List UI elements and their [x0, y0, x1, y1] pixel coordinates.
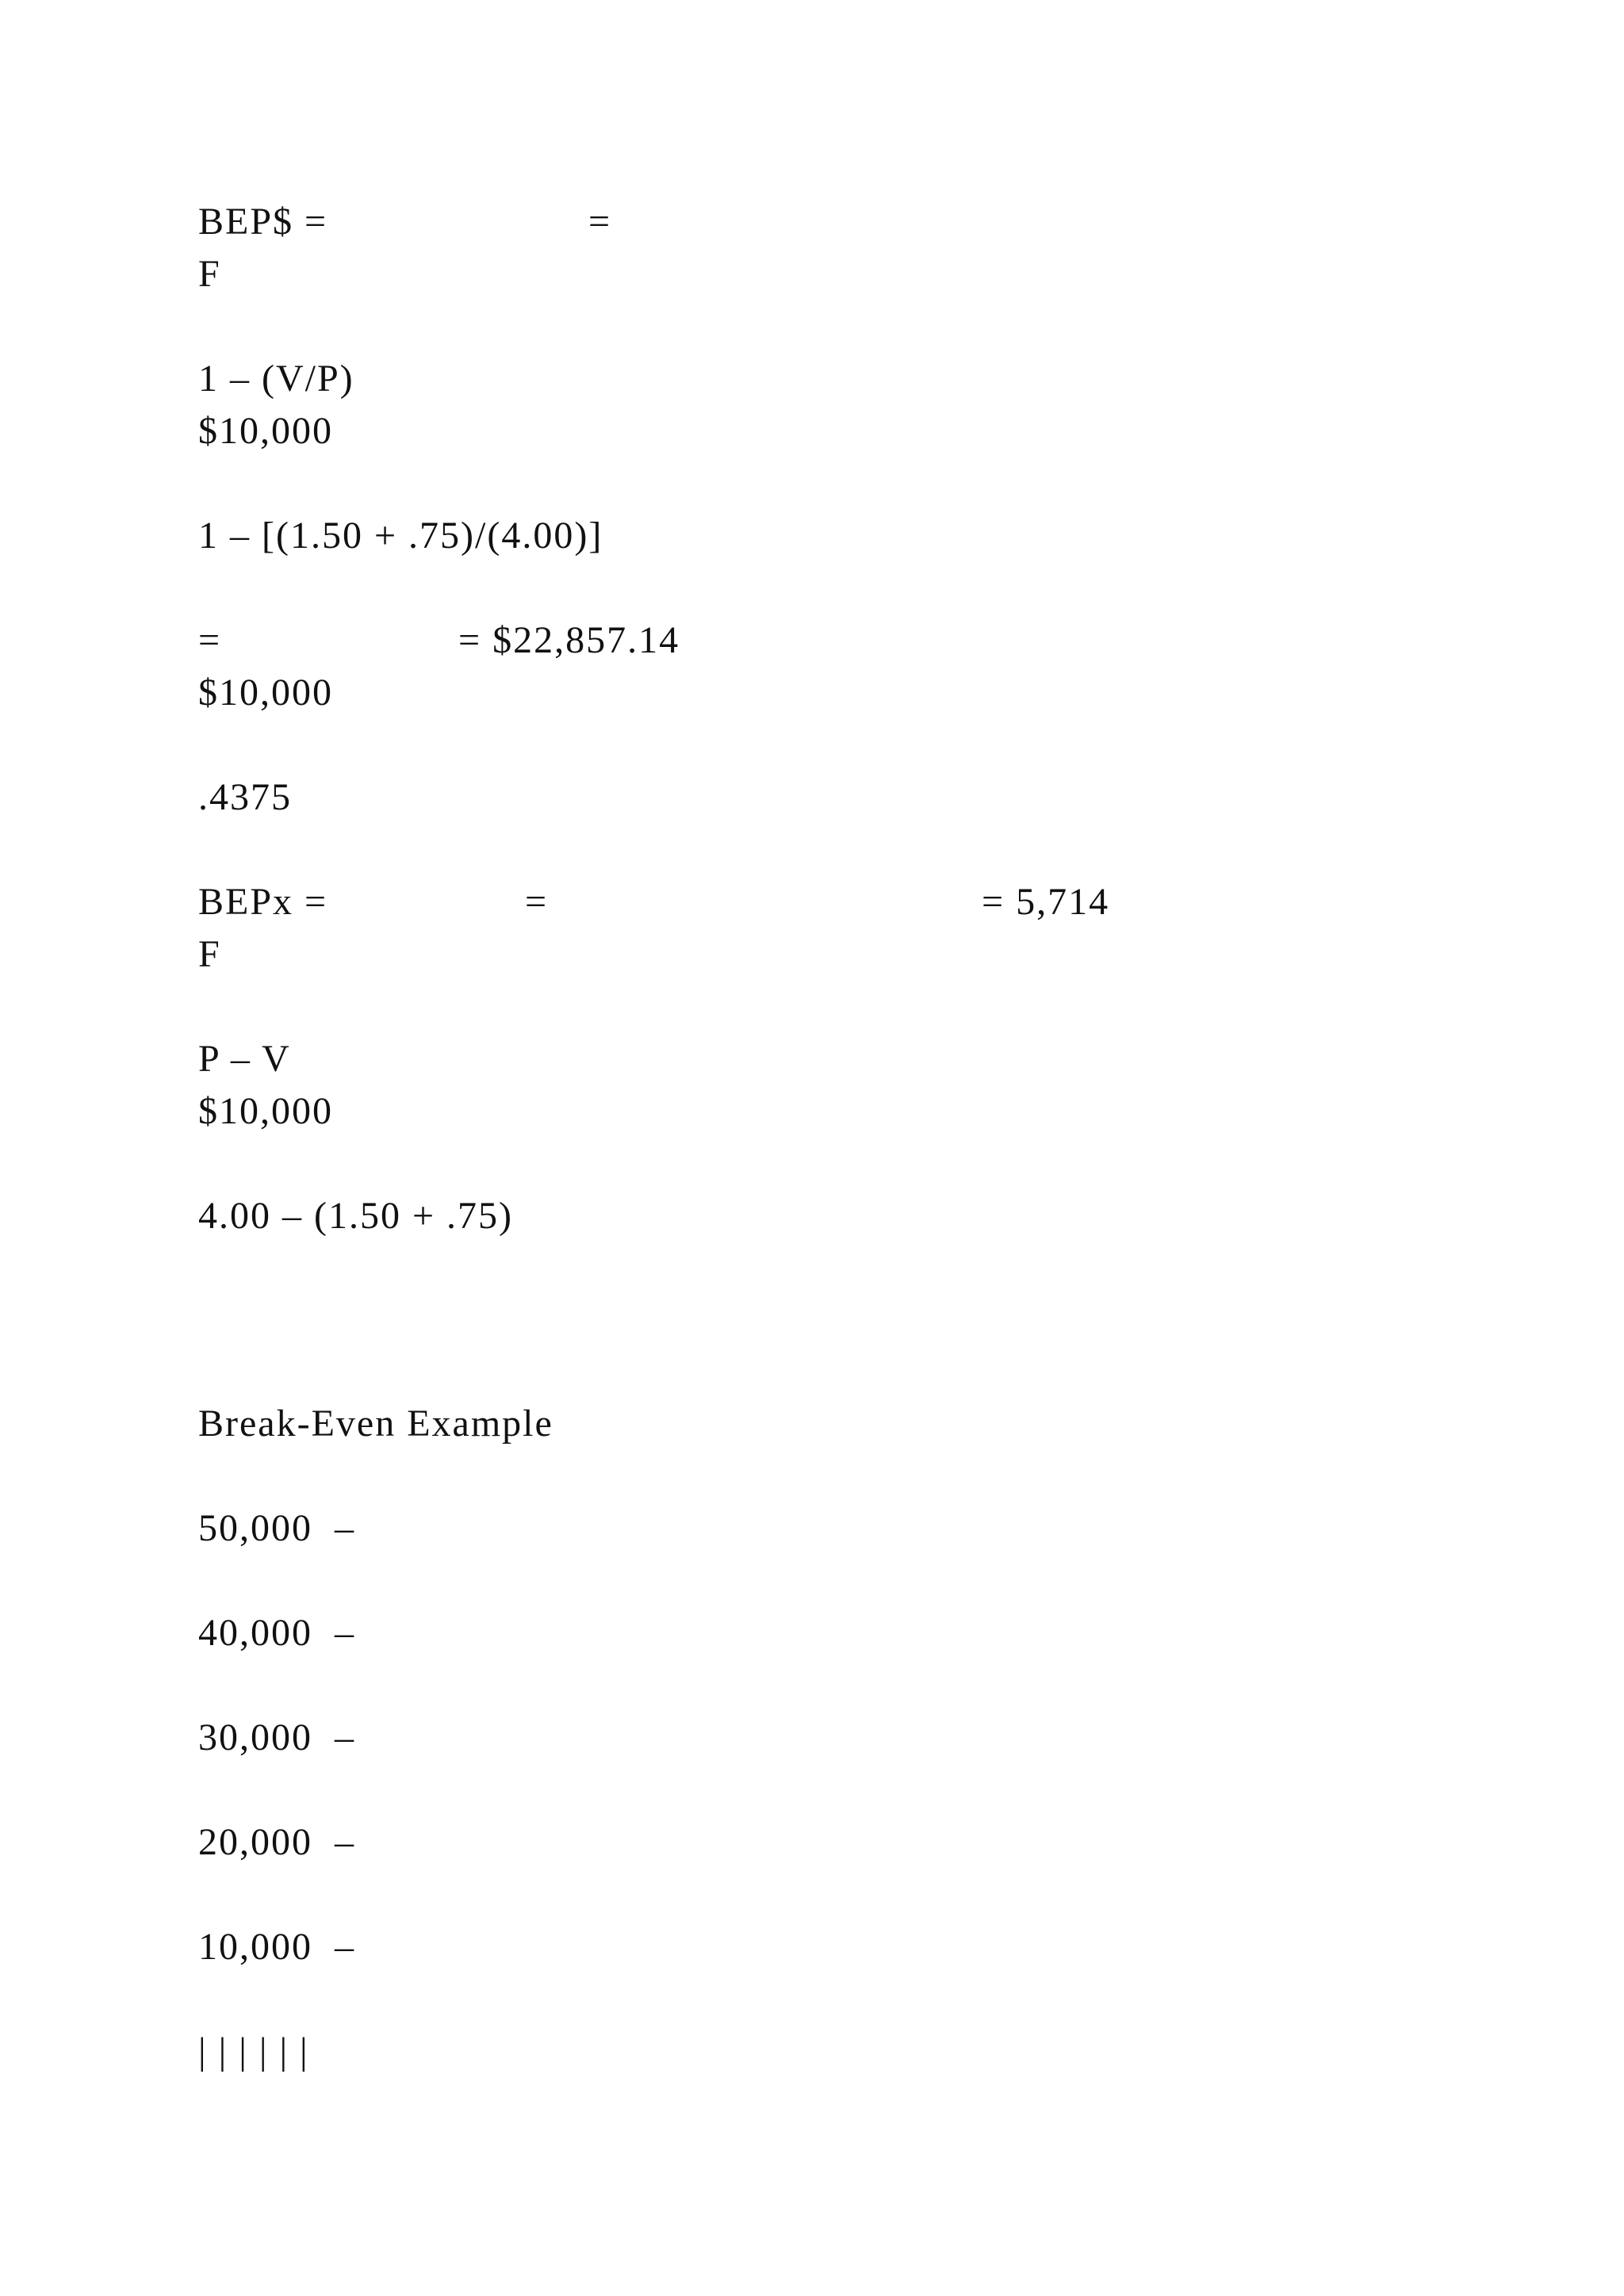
- bep-units-numerator-var: F: [198, 933, 221, 975]
- bep-units-label: BEPx =: [198, 881, 328, 923]
- y-tick-label: 20,000 –: [198, 1821, 355, 1863]
- x-tick-marks: | | | | | |: [198, 2030, 309, 2072]
- bep-units-result: = 5,714: [982, 881, 1110, 923]
- bep-dollars-numerator-value-2: $10,000: [198, 672, 333, 714]
- bep-dollars-equals-2: =: [198, 619, 222, 661]
- bep-units-denominator-formula: P – V: [198, 1038, 291, 1080]
- bep-units-denominator-expanded: 4.00 – (1.50 + .75): [198, 1195, 514, 1237]
- y-tick-label: 30,000 –: [198, 1716, 355, 1758]
- bep-dollars-result: = $22,857.14: [458, 619, 680, 661]
- bep-dollars-numerator-value: $10,000: [198, 410, 333, 452]
- bep-dollars-numerator-var: F: [198, 253, 221, 295]
- example-title: Break-Even Example: [198, 1402, 553, 1445]
- bep-units-equals: =: [525, 881, 549, 923]
- bep-dollars-equals: =: [588, 201, 612, 243]
- bep-dollars-denominator-expanded: 1 – [(1.50 + .75)/(4.00)]: [198, 515, 603, 557]
- y-tick-label: 10,000 –: [198, 1926, 355, 1968]
- bep-units-numerator-value: $10,000: [198, 1090, 333, 1132]
- bep-dollars-denominator-value: .4375: [198, 776, 292, 818]
- y-tick-label: 40,000 –: [198, 1612, 355, 1654]
- bep-dollars-label: BEP$ =: [198, 201, 328, 243]
- bep-dollars-denominator-formula: 1 – (V/P): [198, 358, 354, 400]
- y-tick-label: 50,000 –: [198, 1507, 355, 1549]
